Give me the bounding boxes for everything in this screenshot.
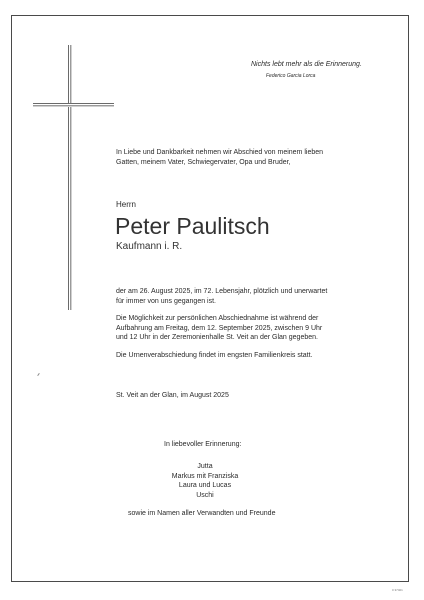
- mourner-name: Jutta: [197, 463, 213, 470]
- salutation: Herrn: [116, 200, 137, 209]
- death-notice-line-2: für immer von uns gegangen ist.: [116, 297, 216, 305]
- urn-notice: Die Urnenverabschiedung findet im engsten Familienkreis statt.: [116, 352, 313, 359]
- mourner-name: Uschi: [196, 491, 214, 499]
- quote-text: Nichts lebt mehr als die Erinnerung.: [251, 61, 362, 68]
- deceased-name: Peter Paulitsch: [115, 213, 270, 239]
- mourners-closing: sowie im Namen aller Verwandten und Freunde: [128, 510, 276, 517]
- cross-icon: [68, 45, 72, 310]
- death-notice-line-1: der am 26. August 2025, im 72. Lebensjahr, plötzlich und unerwartet: [116, 288, 328, 295]
- farewell-line-3: und 12 Uhr in der Zeremonienhalle St. Veit an der Glan gegeben.: [116, 334, 318, 341]
- deceased-title: Kaufmann i. R.: [116, 241, 183, 252]
- intro-line-2: Gatten, meinem Vater, Schwiegervater, Opa und Bruder,: [116, 158, 291, 166]
- farewell-line-2: Aufbahrung am Freitag, dem 12. September 2025, zwischen 9 Uhr: [116, 324, 323, 332]
- farewell-line-1: Die Möglichkeit zur persönlichen Abschiednahme ist während der: [116, 315, 319, 322]
- mourners-heading: In liebevoller Erinnerung:: [164, 441, 242, 448]
- mourner-name: Markus mit Franziska: [171, 472, 239, 480]
- quote-author: Federico Garcia Lorca: [266, 73, 316, 79]
- place-date: St. Veit an der Glan, im August 2025: [116, 392, 229, 399]
- cross-icon-bar: [33, 103, 114, 107]
- document-code: 0 37401: [392, 588, 403, 592]
- intro-line-1: In Liebe und Dankbarkeit nehmen wir Abschied von meinem lieben: [116, 149, 324, 156]
- mourner-name: Laura und Lucas: [178, 482, 232, 489]
